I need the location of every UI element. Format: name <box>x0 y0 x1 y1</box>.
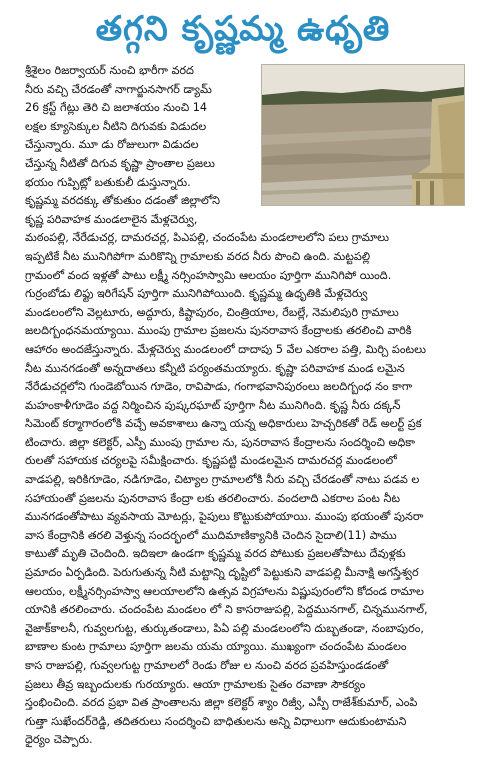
article-line: ఆహారం అందజేస్తున్నారు. మేళ్లచెర్వు మండలంలో దాదాపు 5 వేల ఎకరాల పత్తి, మిర్చి పంటలు <box>25 342 426 356</box>
article-line: నేరేడుచర్లలోని గుండెబోయిన గూడెం, రావిపాడు, గంగాభవానిపురంలు జలదిగ్బంధ నం కాగా <box>25 380 413 394</box>
headline: తగ్గని కృష్ణమ్మ ఉధృతి <box>95 9 391 49</box>
article-line: ప్రమాదం ఏర్పడింది. పెరుగుతున్న నీటి మట్టాన్ని దృష్టిలో పెట్టుకుని వాడపల్లి మీనాక్షి అగస్తేశ్వర <box>25 566 419 580</box>
article-line: ఆలయం, లక్ష్మీనర్సింహస్వా ఆలయాలలోని ఉత్సవ విగ్రహాలను విష్ణుపురంలోని కోదండ రామాల <box>25 584 424 598</box>
article-line: వాడపల్లి, ఇరికిగూడెం, నడిగూడెం, చిట్యాల గ్రామాలలోకి నీరు వచ్చి చేరడంతో నాటు పడవ ల <box>25 473 420 487</box>
article-line: యానికి తరలించారు. చందంపేట మండలం లో ని కాసరాజుపల్లి, పెద్దమునగాల్, చిన్నమునగాల్, <box>25 603 428 617</box>
article-line: బాణాల కుంట గ్రామాలు పూర్తిగా జలమ యమ య్యాయి. ముఖ్యంగా చందంపేట మండలం <box>25 640 407 654</box>
article-line: ప్రజలు తీవ్ర ఇబ్బందులకు గురయ్యారు. ఆయా గ్రామాలకు సైతం రవాణా సౌకర్యం <box>25 677 366 691</box>
article-line: శ్రీశైలం రిజర్వాయర్ నుంచి భారీగా వరద <box>25 64 194 77</box>
article-line: మహంకాళీగూడెం వద్ద నిర్మించిన పుష్కరఘాట్ పూర్తిగా నీట మునిగింది. కృష్ణ నీరు దక్కన్ <box>25 398 401 412</box>
article-line: కాస రాజుపల్లి, గువ్వలగుట్ట గ్రామాలలో రెండు రోజు ల నుంచి వరద ప్రవహిస్తుండడంతో <box>25 659 389 672</box>
article-line: వైజాక్‌కాలనీ, గువ్వలగుట్ట, తుర్కుతండాలు, పిఏ పల్లి మండలంలోని దుబ్బతండా, నంబాపురం, <box>25 621 424 635</box>
article-line: నీట మునగడంతో అన్నదాతలు కన్నీటి పర్యంతమయ్యారు. కృష్ణా పరివాహక మండ లమైన <box>25 361 405 375</box>
article-line: నీరు వచ్చి చేరడంతో నాగార్జునసాగర్ డ్యామ్ <box>25 82 212 96</box>
article-paragraph-main <box>25 192 465 750</box>
river-dam-photo <box>261 64 465 206</box>
article-line: కృష్ణ పరివాహక మండలాలైన మేళ్లచెర్వు, <box>25 212 198 226</box>
article-line: ధైర్యం చెప్పారు. <box>25 733 93 747</box>
article-line: భయం గుప్పిట్లో బతుకులీ డుస్తున్నారు. <box>25 175 191 189</box>
article-line: లక్షల క్యూసెక్కుల నీటిని దిగువకు విడుదల <box>25 119 207 133</box>
article-line: గుత్తా సుఖేందర్‌రెడ్డి, తదితరులు సందర్శించి బాధితులను అన్ని విధాలుగా ఆదుకుంటామని <box>25 714 407 728</box>
article-line: జలదిగ్బంధనమయ్యాయి. ముంపు గ్రామాల ప్రజలను పునరావాస కేంద్రాలకు తరలించి వారికి <box>25 324 412 338</box>
article-line: గ్రామంలో వంద ఇళ్లతో పాటు లక్ష్మీ నర్సింహస్వామి ఆలయం పూర్తిగా మునిగిపో యింది. <box>25 268 392 282</box>
article-line: స్తంభించింది. వరద ప్రభా విత ప్రాంతాలను జిల్లా కలెక్టర్ శ్యాం రిజ్వీ, ఎస్పీ రాజేశ్‌కుమార్, ఎంపి <box>25 696 418 710</box>
article-line: మఠంపల్లి, నేరేడుచర్ల, దామరచర్ల, పిఎపల్లి, చందంపేట మండలాలలోని పలు గ్రామాలు <box>25 231 389 245</box>
article-line: సహాయంతో ప్రజలను పునరావాస కేంద్రా లకు తరలించారు. వందలాది ఎకరాల పంట నీట <box>25 491 400 505</box>
article-line: కాటుతో మృతి చెందింది. ఇదిఇలా ఉండగా కృష్ణమ్మ వరద పోటుకు ప్రజలతోపాటు దేవుళ్లకు <box>25 547 406 561</box>
article-line: చేస్తున్నారు. మూ డు రోజులుగా విడుదల <box>25 138 199 152</box>
article-line: సిమెంట్ కర్మాగారంలోకి వచ్చే అవకాశాలు ఉన్నా యన్న అధికారులు హెచ్చరికతో రెడ్ అలర్ట్ ప్రక <box>25 417 422 431</box>
article-line: రులతో సహాయక చర్యలపై సమీక్షించారు. కృష్ణపట్టి మండలమైన దామరచర్ల మండలంలో <box>25 454 397 468</box>
article-line: మండలంలోని వెల్లటూరు, అద్దూరు, కిష్టాపురం, చింత్రియాల, రేబల్లే, నెమలిపురి గ్రామాలు <box>25 305 399 319</box>
article-body <box>25 62 465 770</box>
article-line: గుర్రంబోడు లిఫ్టు ఇరిగేషన్ పూర్తిగా మునిగిపోయింది. కృష్ణమ్మ ఉధృతికి మేళ్లచెర్వు <box>25 287 368 301</box>
article-line: టించారు. జిల్లా కలెక్టర్, ఎస్పీ ముంపు గ్రామాల ను, పునరావాస కేంద్రాలను సందర్శించి అధికా <box>25 435 415 449</box>
article-line: కృష్ణమ్మ వరదక్కు తోకుతుం దడంతో జిల్లాలోని <box>25 194 220 208</box>
article-line: మునగడంతోపాటు వ్యవసాయ మోటర్లు, పైపులు కొట్టుకుపోయాయి. ముంపు భయంతో పునరా <box>25 510 424 524</box>
article-line: వాస కేంద్రానికి తరలి వెళ్తున్న సందర్భంలో ముదిమాణిక్యానికి చెందిన సైదాలి(11) పాము <box>25 528 397 542</box>
article-line: ఇప్పటికే నీట మునిగిపోగా మరికొన్ని గ్రామాలకు వరద నీరు పొంచి ఉంది. మట్టపల్లి <box>25 249 371 263</box>
article-line: 26 క్రస్ట్ గేట్లు తెరి చి జలాశయం నుంచి 14 <box>25 101 207 115</box>
article-line: చేస్తున్న నీటితో దిగువ కృష్ణా ప్రాంతాల ప్రజలు <box>25 156 215 170</box>
